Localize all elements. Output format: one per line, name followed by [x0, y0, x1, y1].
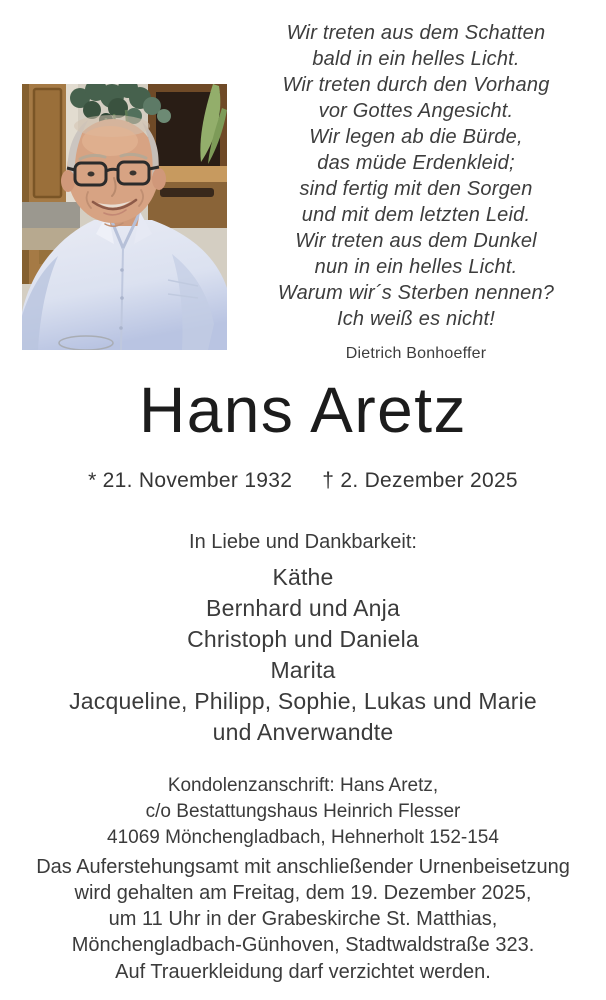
family-name-line: Christoph und Daniela — [187, 626, 419, 652]
poem-line: sind fertig mit den Sorgen — [299, 178, 533, 200]
family-name-line: Bernhard und Anja — [206, 595, 400, 621]
service-line: um 11 Uhr in der Grabeskirche St. Matthias, — [108, 908, 498, 930]
poem-line: das müde Erdenkleid; — [317, 152, 515, 174]
life-dates — [0, 469, 606, 493]
poem-line: Wir treten durch den Vorhang — [282, 74, 550, 96]
service-info — [0, 854, 606, 958]
family-name-line: Marita — [270, 657, 336, 683]
poem-line: Warum wir´s Sterben nennen? — [277, 282, 555, 304]
service-line: Mönchengladbach-Günhoven, Stadtwaldstraße 323. — [71, 934, 535, 956]
poem-line: Wir treten aus dem Schatten — [286, 22, 546, 44]
condolence-address — [0, 773, 606, 851]
condolence-line: 41069 Mönchengladbach, Hehnerholt 152-154 — [107, 827, 499, 848]
service-line: Das Auferstehungsamt mit anschließender Urnenbeisetzung — [36, 856, 570, 878]
poem-line: Wir treten aus dem Dunkel — [295, 230, 537, 252]
family-name-line: und Anverwandte — [212, 719, 394, 745]
poem-line: Ich weiß es nicht! — [336, 308, 496, 330]
poem-line: vor Gottes Angesicht. — [318, 100, 514, 122]
portrait-photo — [22, 84, 227, 350]
closing-note: Auf Trauerkleidung darf verzichtet werden. — [115, 961, 491, 983]
poem-line: Wir legen ab die Bürde, — [309, 126, 523, 148]
family-name-line: Jacqueline, Philipp, Sophie, Lukas und Marie — [69, 688, 537, 714]
memorial-poem — [226, 20, 606, 367]
family-name-line: Käthe — [272, 564, 334, 590]
poem-line: bald in ein helles Licht. — [312, 48, 520, 70]
family-intro: In Liebe und Dankbarkeit: — [189, 531, 417, 553]
poem-line: nun in ein helles Licht. — [314, 256, 518, 278]
portrait-photo-illustration — [22, 84, 227, 350]
deceased-name: Hans Aretz — [138, 374, 468, 446]
death-date: † 2. Dezember 2025 — [322, 469, 518, 492]
poem-line: und mit dem letzten Leid. — [301, 204, 531, 226]
condolence-line: Kondolenzanschrift: Hans Aretz, — [167, 775, 439, 796]
condolence-line: c/o Bestattungshaus Heinrich Flesser — [145, 801, 461, 822]
birth-date: * 21. November 1932 — [88, 469, 293, 492]
service-line: wird gehalten am Freitag, dem 19. Dezember 2025, — [74, 882, 532, 904]
poem-attribution: Dietrich Bonhoeffer — [345, 345, 487, 362]
family-names — [0, 562, 606, 748]
